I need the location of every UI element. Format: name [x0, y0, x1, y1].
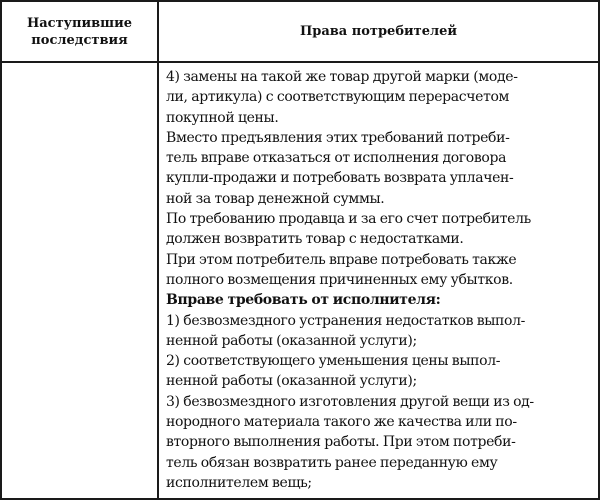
section-heading-line: Вправе требовать от исполнителя:: [166, 292, 441, 309]
text-line: покупной цены.: [166, 109, 279, 126]
text-line: тель вправе отказаться от исполнения договора: [166, 150, 507, 167]
text-line: нородного материала такого же качества или по-: [166, 414, 517, 431]
text-line: исполнителем вещь;: [166, 474, 312, 491]
text-line: полного возмещения причиненных ему убытков.: [166, 271, 513, 288]
text-line: ненной работы (оказанной услуги);: [166, 332, 417, 349]
text-line: ненной работы (оказанной услуги);: [166, 373, 417, 390]
consequences-cell: [1, 62, 158, 499]
table-header-row: [1, 1, 599, 62]
text-line: купли-продажи и потребовать возврата уплачен-: [166, 170, 514, 187]
header-consequences: Наступившие последствия: [1, 1, 158, 62]
rights-text: [166, 67, 592, 493]
text-line: вторного выполнения работы. При этом потреби-: [166, 434, 516, 451]
header-consumer-rights: Права потребителей: [158, 1, 599, 62]
text-line: 2) соответствующего уменьшения цены выпол-: [166, 353, 501, 370]
rights-cell: [158, 62, 599, 499]
table-row: [1, 62, 599, 499]
text-line: При этом потребитель вправе потребовать также: [166, 251, 517, 268]
text-line: должен возвратить товар с недостатками.: [166, 231, 464, 248]
text-line: 1) безвозмездного устранения недостатков выпол-: [166, 312, 526, 329]
text-line: 4) замены на такой же товар другой марки (моде-: [166, 69, 518, 85]
text-line: ной за товар денежной суммы.: [166, 190, 385, 207]
text-line: По требованию продавца и за его счет потребитель: [166, 211, 531, 228]
text-line: тель обязан возвратить ранее переданную ему: [166, 454, 498, 471]
text-line: 3) безвозмездного изготовления другой вещи из од-: [166, 393, 534, 410]
text-line: Вместо предъявления этих требований потреби-: [166, 129, 510, 146]
text-line: ли, артикула) с соответствующим перерасчетом: [166, 89, 510, 106]
